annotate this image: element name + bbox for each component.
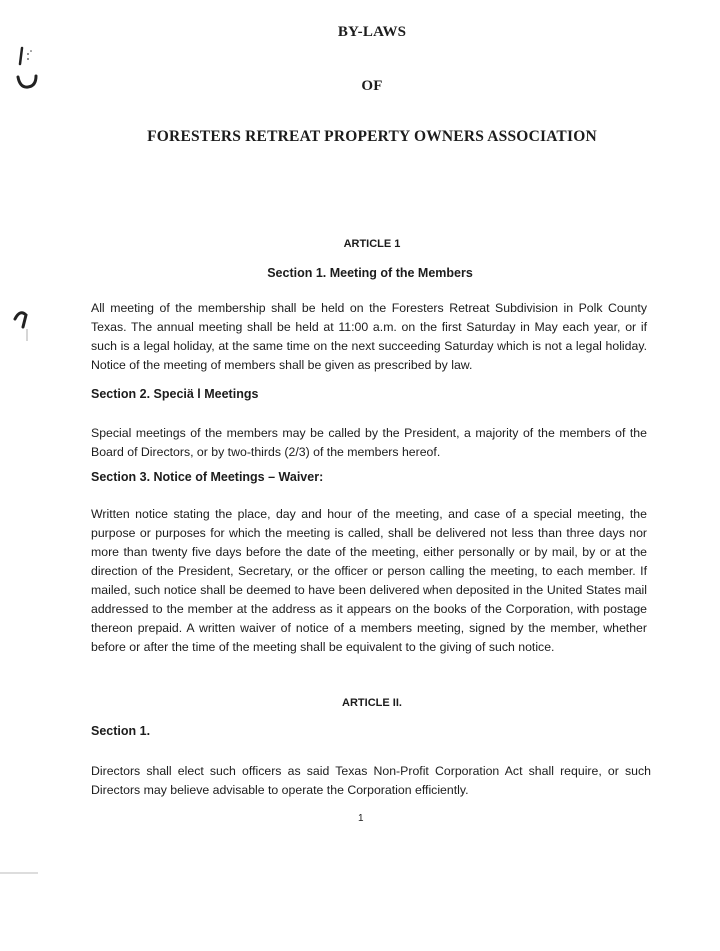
document-title: BY-LAWS [337, 24, 407, 40]
handwritten-margin-mark [10, 305, 34, 345]
article-2-section-1-text: Directors shall elect such officers as said Texas Non-Profit Corporation Act shall require, or such Directors may believe advisable to operate the Corporation efficiently. [91, 764, 651, 797]
article-1-heading: ARTICLE 1 [343, 238, 401, 250]
section-2-text: Special meetings of the members may be called by the President, a majority of the members of the Board of Directors, or by two-thirds (2/3) of the members hereof. [91, 426, 647, 459]
article-2-section-1-heading: Section 1. [91, 724, 151, 738]
section-3-text: Written notice stating the place, day and hour of the meeting, and case of a special meeting, the purpose or purposes for which the meeting is called, shall be delivered not less than three days nor more than twenty five days before the date of the meeting, either personally or by mail, by or at the direction of the President, Secretary, or the officer or person calling the meeting, to each member. If mailed, such notice shall be deemed to have been delivered when deposited in the United States mail addressed to the member at the address as it appears on the books of the Corporation, with postage thereon prepaid. A written waiver of notice of a members meeting, signed by the member, whether before or after the time of the meeting shall be equivalent to the giving of such notice. [91, 507, 647, 654]
section-1-text: All meeting of the membership shall be held on the Foresters Retreat Subdivision in Polk County Texas. The annual meeting shall be held at 11:00 a.m. on the first Saturday in May each year, or if such is a legal holiday, at the same time on the next succeeding Saturday which is not a legal holiday. Notice of the meeting of members shall be given as prescribed by law. [91, 301, 647, 372]
page-number: 1 [358, 813, 364, 824]
organization-name: FORESTERS RETREAT PROPERTY OWNERS ASSOCIATION [147, 128, 597, 145]
document-of: OF [361, 78, 383, 94]
section-3-heading: Section 3. Notice of Meetings – Waiver: [91, 470, 324, 484]
section-2-heading: Section 2. Speciä l Meetings [91, 387, 259, 401]
section-1-heading: Section 1. Meeting of the Members [267, 266, 473, 280]
article-2-heading: ARTICLE II. [342, 697, 402, 709]
scan-edge-line [0, 870, 40, 876]
